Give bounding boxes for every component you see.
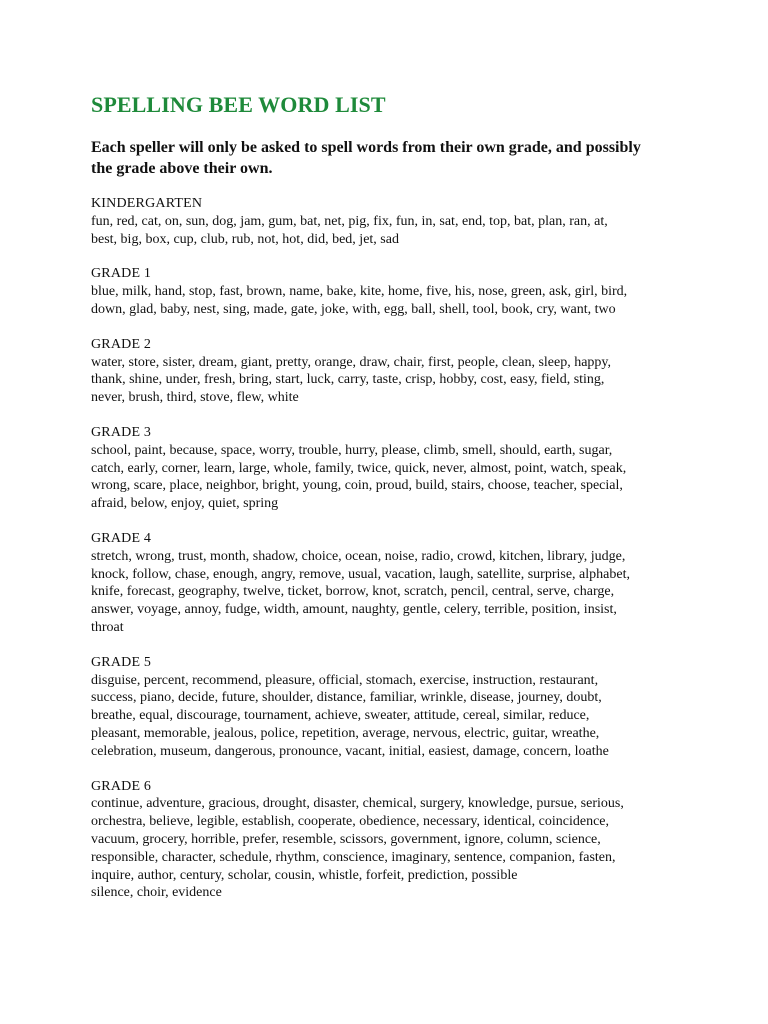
word-list-line: wrong, scare, place, neighbor, bright, young, coin, proud, build, stairs, choose, teacher, special, [91, 478, 623, 494]
word-list-line: thank, shine, under, fresh, bring, start, luck, carry, taste, crisp, hobby, cost, easy, field, sting, [91, 372, 605, 388]
intro-line: the grade above their own. [91, 160, 273, 177]
word-list-line: throat [91, 619, 124, 635]
intro-line: Each speller will only be asked to spell words from their own grade, and possibly [91, 139, 641, 156]
grade-section [91, 778, 691, 903]
grade-section [91, 654, 691, 761]
grade-section [91, 424, 691, 513]
section-heading: GRADE 3 [91, 424, 152, 440]
word-list-line: best, big, box, cup, club, rub, not, hot, did, bed, jet, sad [91, 231, 399, 247]
word-list-line: success, piano, decide, future, shoulder, distance, familiar, wrinkle, disease, journey, doubt, [91, 690, 602, 706]
word-list-line: afraid, below, enjoy, quiet, spring [91, 496, 279, 512]
word-list-line: continue, adventure, gracious, drought, disaster, chemical, surgery, knowledge, pursue, serious, [91, 796, 624, 812]
word-list-line: inquire, author, century, scholar, cousin, whistle, forfeit, prediction, possible [91, 867, 518, 883]
word-list-line: down, glad, baby, nest, sing, made, gate, joke, with, egg, ball, shell, tool, book, cry, want, two [91, 301, 616, 317]
word-list-line: stretch, wrong, trust, month, shadow, choice, ocean, noise, radio, crowd, kitchen, library, judge, [91, 548, 626, 564]
grade-section [91, 265, 691, 318]
section-heading: GRADE 4 [91, 530, 152, 546]
intro-paragraph [91, 137, 691, 179]
grade-section [91, 336, 691, 407]
word-list-line: knife, forecast, geography, twelve, ticket, borrow, knot, scratch, pencil, central, serve, charge, [91, 584, 615, 600]
word-list-line: answer, voyage, annoy, fudge, width, amount, naughty, gentle, celery, terrible, position, insist, [91, 602, 617, 618]
document-page [91, 92, 691, 919]
section-heading: GRADE 2 [91, 336, 152, 352]
word-list-line: school, paint, because, space, worry, trouble, hurry, please, climb, smell, should, earth, sugar, [91, 442, 613, 458]
grade-section [91, 195, 691, 248]
word-list-line: breathe, equal, discourage, tournament, achieve, sweater, attitude, cereal, similar, reduce, [91, 708, 590, 724]
word-list-line: water, store, sister, dream, giant, pretty, orange, draw, chair, first, people, clean, sleep, happy, [91, 354, 612, 370]
word-list-line: orchestra, believe, legible, establish, cooperate, obedience, necessary, identical, coincidence, [91, 814, 610, 830]
grade-section [91, 530, 691, 637]
word-list-line: fun, red, cat, on, sun, dog, jam, gum, bat, net, pig, fix, fun, in, sat, end, top, bat, plan, ran, at, [91, 213, 608, 229]
word-list-sections [91, 195, 691, 902]
section-heading: GRADE 6 [91, 778, 152, 794]
section-heading: GRADE 1 [91, 266, 152, 282]
word-list-line: disguise, percent, recommend, pleasure, official, stomach, exercise, instruction, restaurant, [91, 672, 599, 688]
page-title: SPELLING BEE WORD LIST [91, 92, 386, 117]
word-list-line: pleasant, memorable, jealous, police, repetition, average, nervous, electric, guitar, wreathe, [91, 725, 600, 741]
word-list-line: vacuum, grocery, horrible, prefer, resemble, scissors, government, ignore, column, science, [91, 831, 601, 847]
section-heading: GRADE 5 [91, 654, 152, 670]
word-list-line: blue, milk, hand, stop, fast, brown, name, bake, kite, home, five, his, nose, green, ask, girl, bird, [91, 284, 628, 300]
word-list-line: responsible, character, schedule, rhythm, conscience, imaginary, sentence, companion, fasten, [91, 849, 616, 865]
word-list-line: celebration, museum, dangerous, pronounce, vacant, initial, easiest, damage, concern, loathe [91, 743, 609, 759]
section-heading: KINDERGARTEN [91, 196, 203, 211]
word-list-line: silence, choir, evidence [91, 885, 222, 901]
word-list-line: knock, follow, chase, enough, angry, remove, usual, vacation, laugh, satellite, surprise, alphabet, [91, 566, 630, 582]
word-list-line: catch, early, corner, learn, large, whole, family, twice, quick, never, almost, point, watch, speak, [91, 460, 627, 476]
word-list-line: never, brush, third, stove, flew, white [91, 390, 299, 406]
